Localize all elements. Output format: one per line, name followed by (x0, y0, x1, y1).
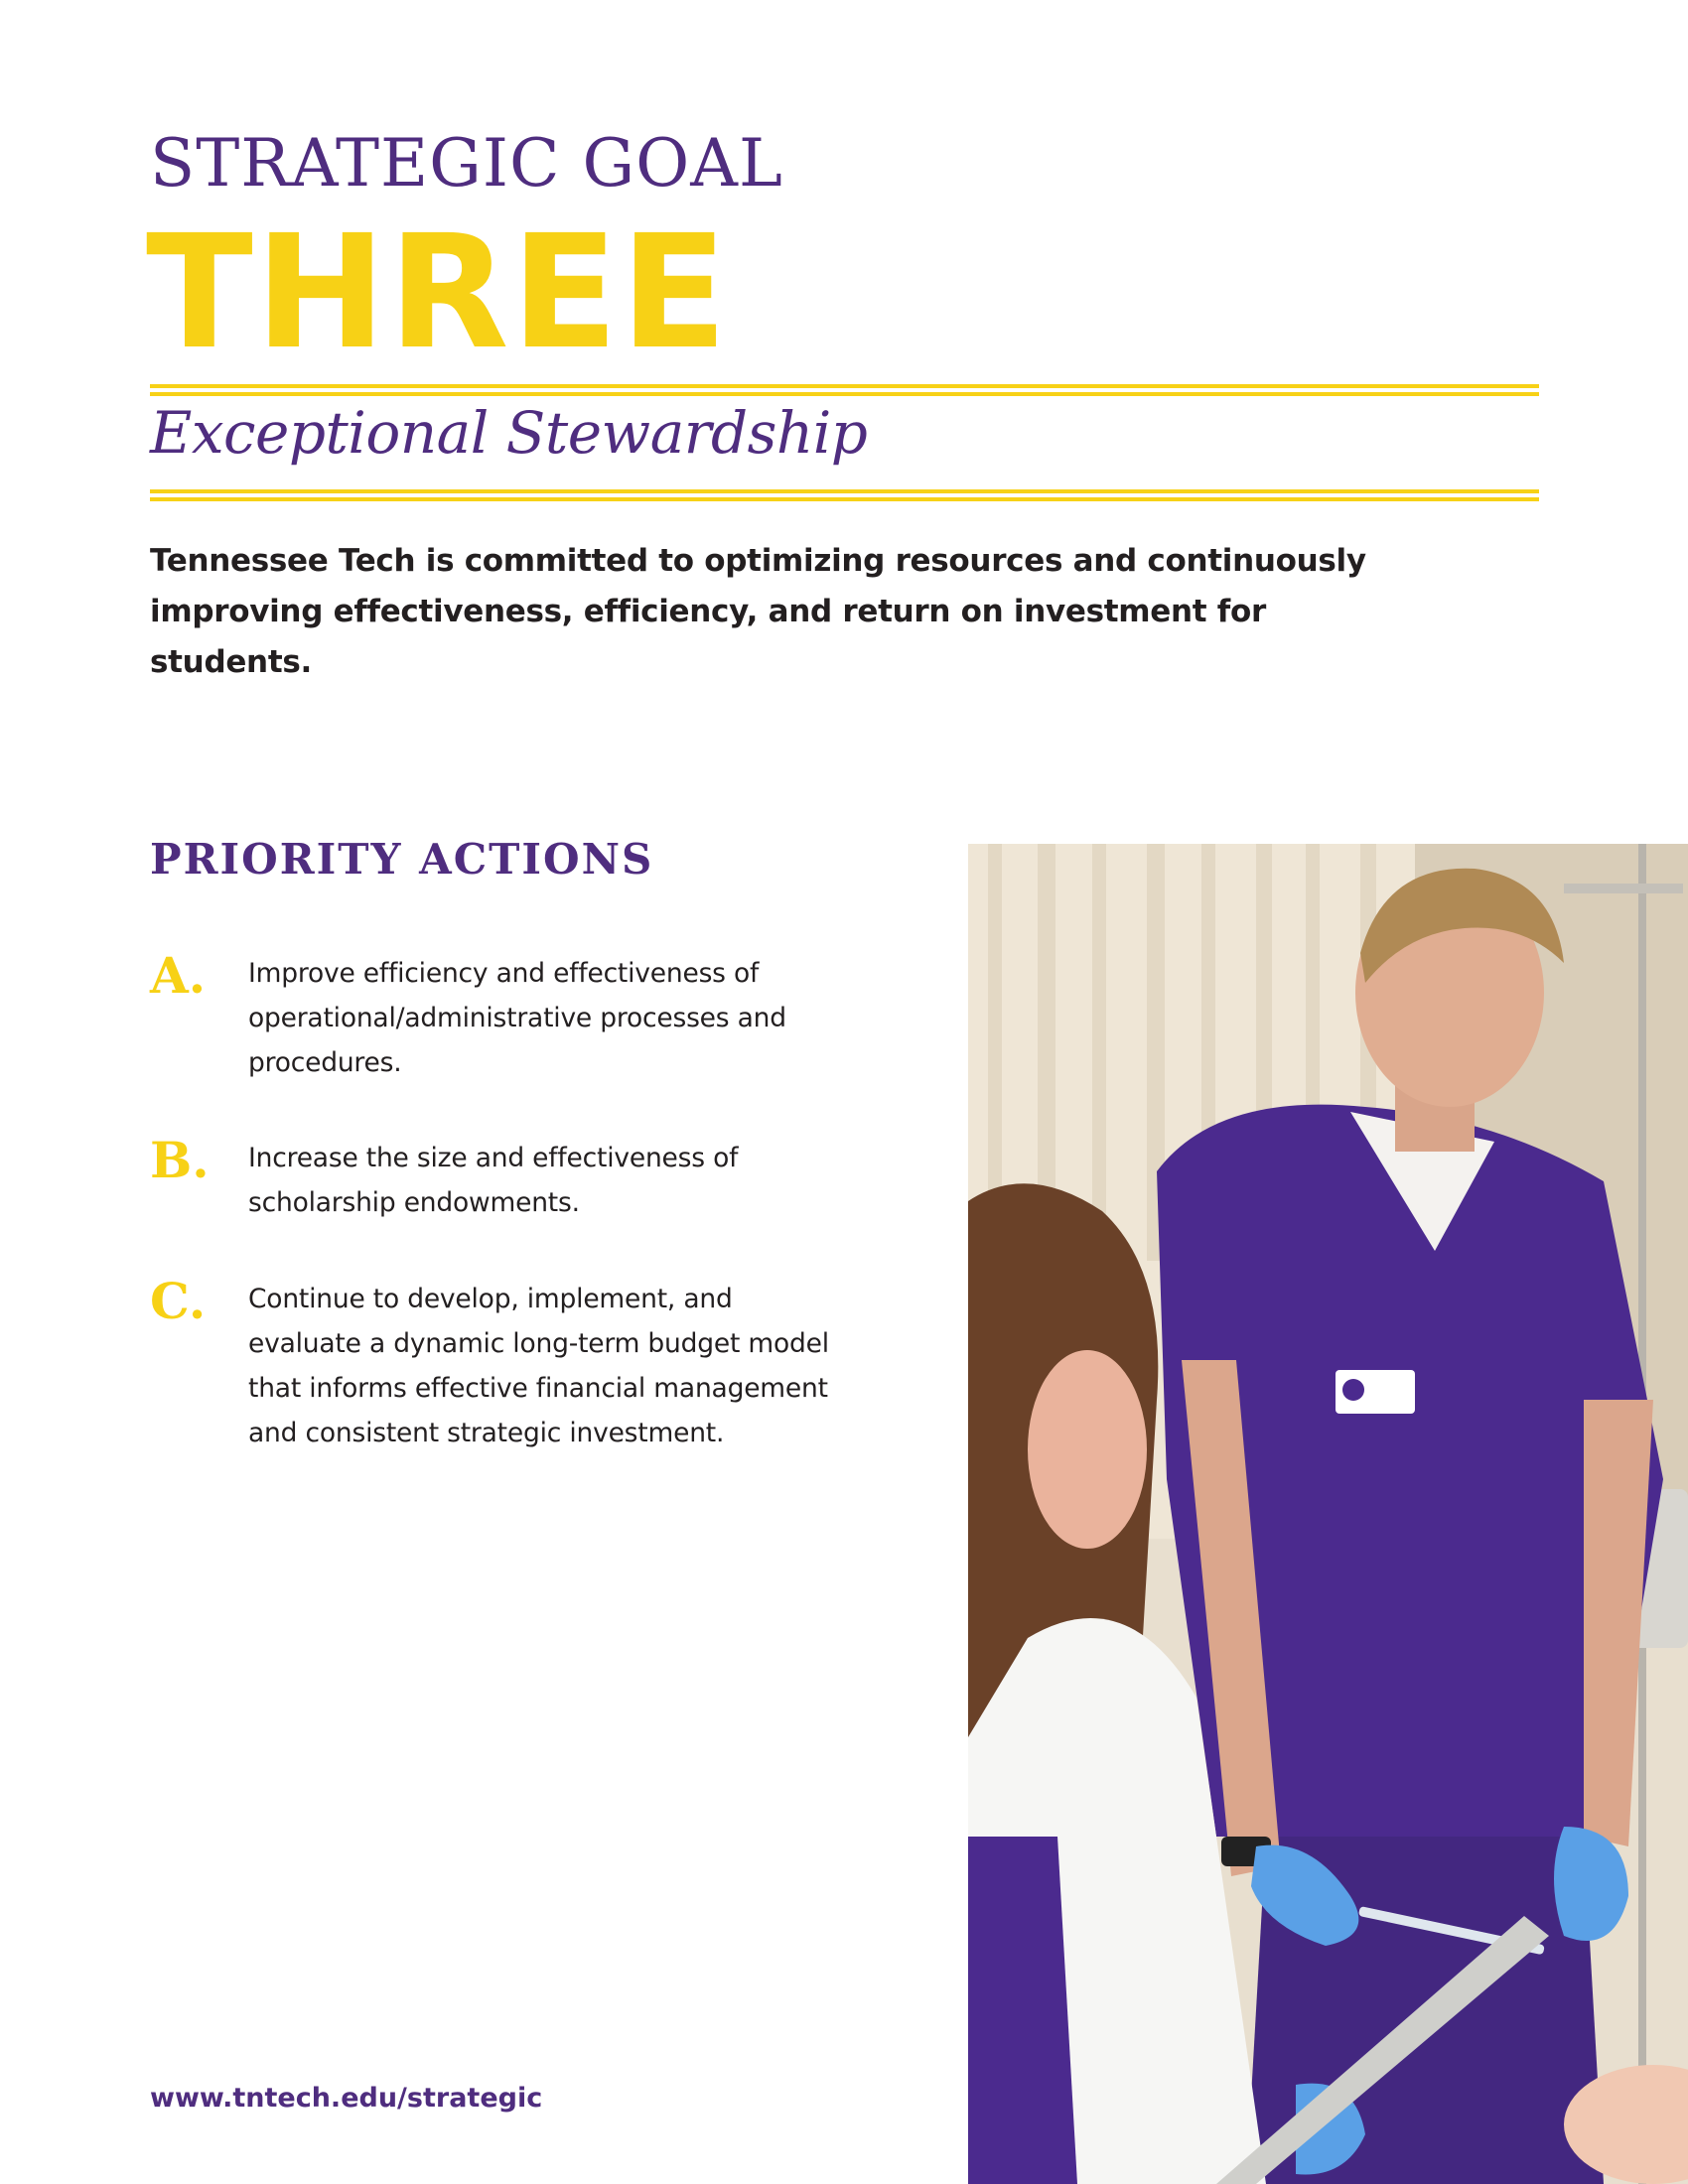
goal-kicker: STRATEGIC GOAL (150, 125, 783, 202)
action-letter: C. (150, 1272, 207, 1330)
action-letter: B. (150, 1131, 210, 1189)
intro-statement: Tennessee Tech is committed to optimizing resources and continuously improving effectiveness, efficiency, and return on investment for students. (150, 543, 1366, 680)
goal-number: THREE (146, 202, 730, 384)
action-text: Increase the size and effectiveness of scholarship endowments. (248, 1143, 739, 1218)
top-double-rule (150, 384, 1539, 397)
action-text: Improve efficiency and effectiveness of operational/administrative processes and procedures. (248, 958, 786, 1078)
action-letter: A. (150, 946, 207, 1005)
priority-actions-title: PRIORITY ACTIONS (150, 835, 654, 884)
footer-website-link[interactable]: www.tntech.edu/strategic (150, 2083, 543, 2114)
bottom-double-rule (150, 489, 1539, 502)
action-text: Continue to develop, implement, and evaluate a dynamic long-term budget model that informs effective financial management and consistent strategic investment. (248, 1284, 829, 1448)
goal-subtitle: Exceptional Stewardship (150, 399, 868, 467)
nursing-students-photo (968, 844, 1688, 2184)
